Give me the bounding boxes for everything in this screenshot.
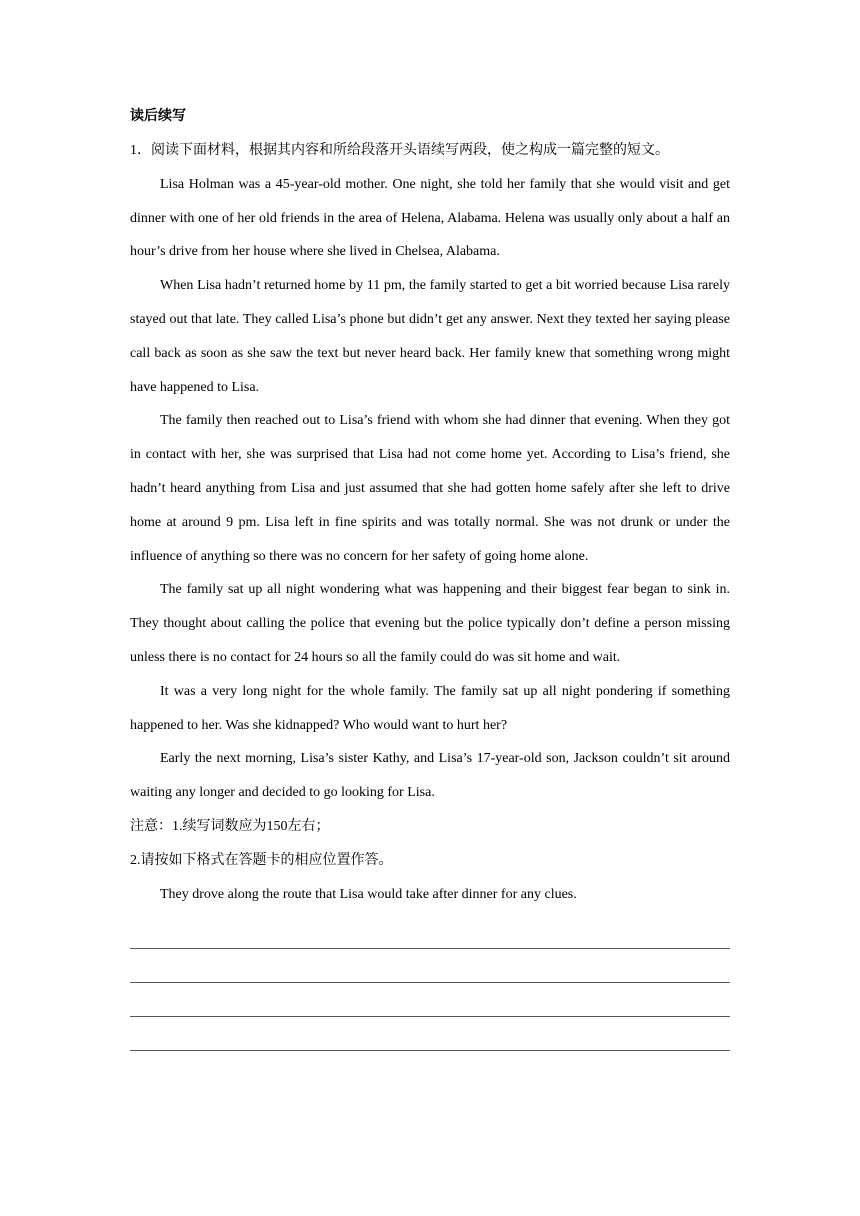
story-paragraph-1: Lisa Holman was a 45-year-old mother. One night, she told her family that she would visit and get dinner with one of her old friends in the area of Helena, Alabama. Helena was usually only about a half an hour’s drive from her house where she lived in Chelsea, Alabama. [130,176,730,260]
answer-line[interactable] [130,915,730,949]
section-title: 读后续写 [130,109,186,124]
task-instruction: 1．阅读下面材料，根据其内容和所给段落开头语续写两段，使之构成一篇完整的短文。 [130,143,669,158]
note-word-count: 注意：1.续写词数应为150左右； [130,818,330,834]
document-page [130,100,730,1051]
continuation-opening-sentence: They drove along the route that Lisa would take after dinner for any clues. [160,886,577,902]
answer-line[interactable] [130,983,730,1017]
answer-line[interactable] [130,1017,730,1051]
story-paragraph-4: The family sat up all night wondering what was happening and their biggest fear began to sink in. They thought about calling the police that evening but the police typically don’t define a person missing unless there is no contact for 24 hours so all the family could do was sit home and wait. [130,582,730,665]
story-paragraph-6: Early the next morning, Lisa’s sister Kathy, and Lisa’s 17-year-old son, Jackson couldn’t sit around waiting any longer and decided to go looking for Lisa. [130,751,730,801]
answer-lines [130,915,730,1050]
story-paragraph-5: It was a very long night for the whole family. The family sat up all night pondering if something happened to her. Was she kidnapped? Who would want to hurt her? [130,683,730,733]
story-paragraph-3: The family then reached out to Lisa’s friend with whom she had dinner that evening. When they got in contact with her, she was surprised that Lisa had not come home yet. According to Lisa’s friend, she hadn’t heard anything from Lisa and just assumed that she had gotten home safely after she left to drive home at around 9 pm. Lisa left in fine spirits and was totally normal. She was not drunk or under the influence of anything so there was no concern for her safety of going home alone. [130,413,730,564]
story-paragraph-2: When Lisa hadn’t returned home by 11 pm, the family started to get a bit worried because Lisa rarely stayed out that late. They called Lisa’s phone but didn’t get any answer. Next they texted her saying please call back as soon as she saw the text but never heard back. Her family knew that something wrong might have happened to Lisa. [130,278,730,395]
note-answer-format: 2.请按如下格式在答题卡的相应位置作答。 [130,852,393,868]
answer-line[interactable] [130,949,730,983]
